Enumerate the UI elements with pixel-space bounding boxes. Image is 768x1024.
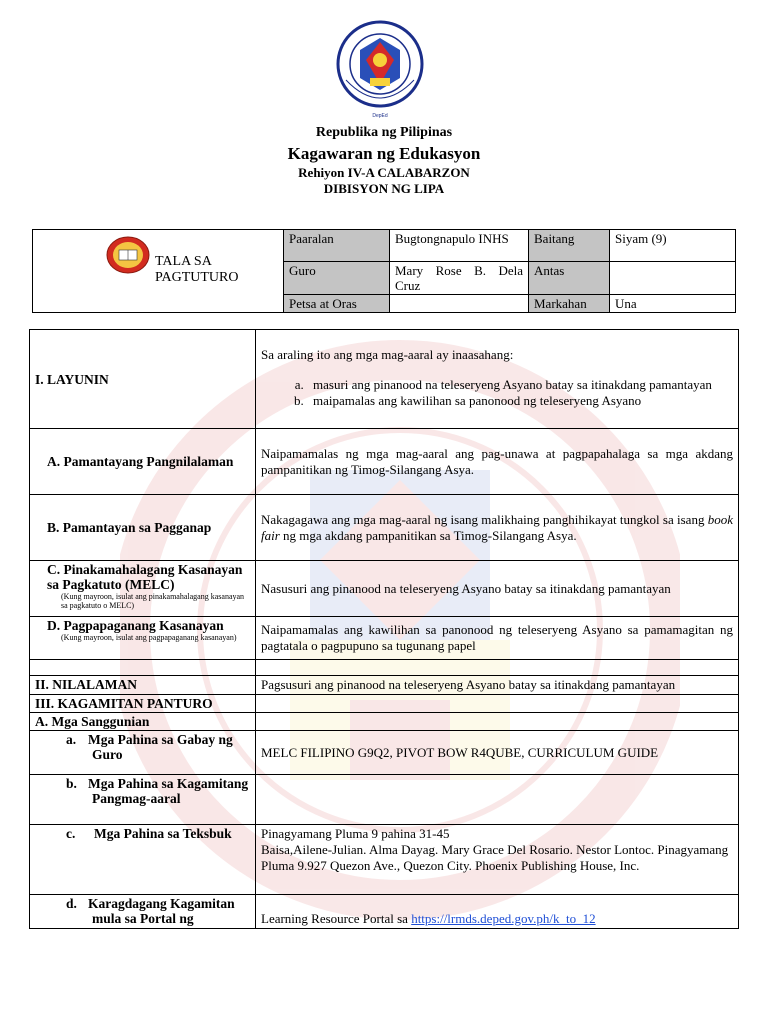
layunin-item-b: b. maipamalas ang kawilihan sa panonood ng teleseryeng Asyano — [307, 393, 733, 409]
sanggunian-value — [256, 713, 739, 731]
antas-label: Antas — [529, 262, 610, 295]
header-division: DIBISYON NG LIPA — [323, 181, 445, 196]
petsa-value — [390, 295, 529, 313]
gabay-value: MELC FILIPINO G9Q2, PIVOT BOW R4QUBE, CURRICULUM GUIDE — [256, 731, 739, 775]
pagganap-label: B. Pamantayan sa Pagganap — [30, 495, 256, 561]
empty-row-value — [256, 660, 739, 676]
teksbuk-line2: Baisa,Ailene-Julian. Alma Dayag. Mary Grace Del Rosario. Nestor Lontoc. Pinagyamang Pluma 9.927 Quezon Ave., Quezon City. Phoenix Publishing House, Inc. — [261, 842, 729, 873]
layunin-cell — [256, 330, 739, 429]
layunin-label: I. LAYUNIN — [30, 330, 256, 429]
markahan-label: Markahan — [529, 295, 610, 313]
school-logo-icon — [106, 236, 156, 274]
guro-label: Guro — [284, 262, 390, 295]
kagamitang-value — [256, 775, 739, 825]
layunin-list — [261, 377, 733, 409]
kagamitan-label: III. KAGAMITAN PANTURO — [30, 695, 256, 713]
portal-label: d. Karagdagang Kagamitan mula sa Portal ng — [30, 895, 256, 929]
baitang-label: Baitang — [529, 230, 610, 262]
pagpapaganang-note: (Kung mayroon, isulat ang pagpapaganang kasanayan) — [61, 633, 237, 642]
layunin-item-a: a. masuri ang pinanood na teleseryeng Asyano batay sa itinakdang pamantayan — [307, 377, 733, 393]
guro-value: Mary Rose B. Dela Cruz — [390, 262, 529, 295]
pagganap-value: Nakagagawa ang mga mag-aaral ng isang malikhaing panghihikayat tungkol sa isang book fair ng mga akdang pampanitikan sa Timog-Silangang Asya. — [256, 495, 739, 561]
empty-row-label — [30, 660, 256, 676]
kagamitang-label: b. Mga Pahina sa Kagamitang Pangmag-aaral — [30, 775, 256, 825]
header-region: Rehiyon IV-A CALABARZON — [298, 165, 470, 180]
teksbuk-line1: Pinagyamang Pluma 9 pahina 31-45 — [261, 826, 450, 841]
header-department: Kagawaran ng Edukasyon — [287, 144, 481, 163]
nilalaman-label: II. NILALAMAN — [30, 676, 256, 695]
layunin-intro: Sa araling ito ang mga mag-aaral ay inaasahang: — [261, 347, 514, 362]
portal-value: Learning Resource Portal sa https://lrmds.deped.gov.ph/k_to_12 — [256, 895, 739, 929]
svg-text:DepEd: DepEd — [372, 113, 388, 119]
header-republic: Republika ng Pilipinas — [315, 125, 453, 140]
melc-note: (Kung mayroon, isulat ang pinakamahalagang kasanayan sa pagkatuto o MELC) — [61, 592, 245, 610]
gabay-label: a. Mga Pahina sa Gabay ng Guro — [30, 731, 256, 775]
antas-value — [610, 262, 736, 295]
paaralan-value: Bugtongnapulo INHS — [390, 230, 529, 262]
info-table — [32, 229, 736, 313]
tala-title-line2: PAGTUTURO — [155, 270, 239, 285]
kagamitan-value — [256, 695, 739, 713]
petsa-label: Petsa at Oras — [284, 295, 390, 313]
pangnilalaman-value: Naipamamalas ng mga mag-aaral ang pag-unawa at pagpapahalaga sa mga akdang pampanitikan ng Timog-Silangang Asya. — [256, 429, 739, 495]
pagpapaganang-value: Naipamamalas ang kawilihan sa panonood ng teleseryeng Asyano sa pamamagitan ng pagtatala o pagpupuno sa tugunang papel — [256, 617, 739, 660]
teksbuk-value — [256, 825, 739, 895]
lesson-plan-table — [29, 329, 739, 929]
tala-title-cell — [33, 230, 284, 313]
pangnilalaman-label: A. Pamantayang Pangnilalaman — [30, 429, 256, 495]
teksbuk-label: c. Mga Pahina sa Teksbuk — [30, 825, 256, 895]
markahan-value: Una — [610, 295, 736, 313]
tala-title-line1: TALA SA — [155, 254, 212, 269]
nilalaman-value: Pagsusuri ang pinanood na teleseryeng Asyano batay sa itinakdang pamantayan — [256, 676, 739, 695]
sanggunian-label: A. Mga Sanggunian — [30, 713, 256, 731]
lrmds-portal-link[interactable]: https://lrmds.deped.gov.ph/k_to_12 — [411, 911, 596, 926]
melc-label: C. Pinakamahalagang Kasanayan sa Pagkatuto (MELC) (Kung mayroon, isulat ang pinakamahalagang kasanayan sa pagkatuto o MELC) — [30, 561, 256, 617]
baitang-value: Siyam (9) — [610, 230, 736, 262]
paaralan-label: Paaralan — [284, 230, 390, 262]
pagpapaganang-label: D. Pagpapaganang Kasanayan (Kung mayroon, isulat ang pagpapaganang kasanayan) — [30, 617, 256, 660]
melc-value: Nasusuri ang pinanood na teleseryeng Asyano batay sa itinakdang pamantayan — [256, 561, 739, 617]
deped-seal-logo — [336, 20, 424, 120]
